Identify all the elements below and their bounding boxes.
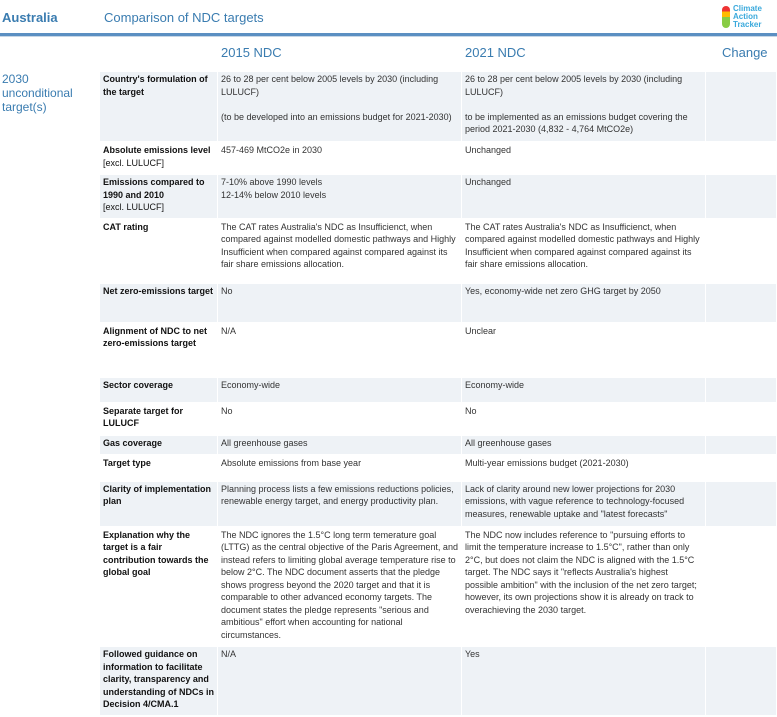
change-cell xyxy=(706,324,777,376)
change-cell xyxy=(706,220,777,282)
ndc-2015-cell: 26 to 28 per cent below 2005 levels by 2030 (including LULUCF) (to be developed into an emissions budget for 2021-2030) xyxy=(218,72,462,141)
ndc-2021-cell: The NDC now includes reference to "pursuing efforts to limit the temperature increase to 1.5°C", rather than only 2°C, but does not claim the NDC is aligned with the 1.5°C target. The NDC says it "reflects Australia's highest possible ambition" with the inclusion of the net zero target; however, its own projections show it is already on track to overachieving the 2030 target. xyxy=(462,528,706,646)
table-row xyxy=(100,175,777,218)
row-label: Explanation why the target is a fair contribution towards the global goal xyxy=(100,528,218,646)
row-label: Sector coverage xyxy=(100,378,218,402)
change-cell xyxy=(706,72,777,141)
row-label: Separate target for LULUCF xyxy=(100,404,218,434)
ndc-2021-cell: No xyxy=(462,404,706,434)
table-row xyxy=(100,220,777,282)
table-row xyxy=(100,482,777,526)
table-row xyxy=(100,436,777,454)
row-label: Target type xyxy=(100,456,218,480)
ndc-2021-cell: The CAT rates Australia's NDC as Insufficienct, when compared against modelled domestic pathways and Highly Insufficient when compared against compared against its fair share emissions allocation. xyxy=(462,220,706,282)
ndc-2015-cell: 7-10% above 1990 levels 12-14% below 2010 levels xyxy=(218,175,462,218)
table-row xyxy=(100,647,777,715)
ndc-2015-cell: Absolute emissions from base year xyxy=(218,456,462,480)
row-label: Gas coverage xyxy=(100,436,218,454)
change-cell xyxy=(706,175,777,218)
column-header-change: Change xyxy=(722,45,768,60)
change-cell xyxy=(706,143,777,173)
table-row xyxy=(100,528,777,646)
change-cell xyxy=(706,378,777,402)
ndc-2015-cell: Economy-wide xyxy=(218,378,462,402)
ndc-2021-cell: All greenhouse gases xyxy=(462,436,706,454)
column-header-2021: 2021 NDC xyxy=(465,45,526,60)
change-cell xyxy=(706,284,777,322)
change-cell xyxy=(706,436,777,454)
country-name: Australia xyxy=(2,10,58,25)
change-cell xyxy=(706,404,777,434)
ndc-2015-cell: No xyxy=(218,284,462,322)
ndc-2021-cell: Economy-wide xyxy=(462,378,706,402)
thermometer-icon xyxy=(722,6,730,28)
row-label: Absolute emissions level [excl. LULUCF] xyxy=(100,143,218,173)
table-row xyxy=(100,143,777,173)
change-cell xyxy=(706,482,777,526)
page-title: Comparison of NDC targets xyxy=(104,10,264,25)
ndc-2021-cell: Multi-year emissions budget (2021-2030) xyxy=(462,456,706,480)
table-row xyxy=(100,72,777,141)
ndc-2021-cell: 26 to 28 per cent below 2005 levels by 2030 (including LULUCF) to be implemented as an emissions budget covering the period 2021-2030 (4,832 - 4,764 MtCO2e) xyxy=(462,72,706,141)
change-cell xyxy=(706,647,777,715)
ndc-2015-cell: No xyxy=(218,404,462,434)
page-header xyxy=(0,0,777,33)
row-label: CAT rating xyxy=(100,220,218,282)
row-label: Emissions compared to 1990 and 2010 [excl. LULUCF] xyxy=(100,175,218,218)
row-label: Alignment of NDC to net zero-emissions target xyxy=(100,324,218,376)
climate-action-tracker-logo[interactable]: Climate Action Tracker xyxy=(722,5,762,29)
row-label: Net zero-emissions target xyxy=(100,284,218,322)
ndc-2015-cell: N/A xyxy=(218,324,462,376)
comparison-section xyxy=(0,72,777,717)
ndc-2015-cell: 457-469 MtCO2e in 2030 xyxy=(218,143,462,173)
table-row xyxy=(100,324,777,376)
ndc-2021-cell: Unchanged xyxy=(462,175,706,218)
ndc-2021-cell: Yes xyxy=(462,647,706,715)
table-row xyxy=(100,404,777,434)
table-row xyxy=(100,456,777,480)
section-label: 2030 unconditional target(s) xyxy=(2,72,73,114)
ndc-2021-cell: Yes, economy-wide net zero GHG target by 2050 xyxy=(462,284,706,322)
ndc-2015-cell: N/A xyxy=(218,647,462,715)
table-row xyxy=(100,378,777,402)
ndc-2021-cell: Unchanged xyxy=(462,143,706,173)
ndc-2015-cell: All greenhouse gases xyxy=(218,436,462,454)
ndc-2021-cell: Lack of clarity around new lower projections for 2030 emissions, with vague reference to technology-focused measures, renewable uptake and "latest forecasts" xyxy=(462,482,706,526)
ndc-2015-cell: Planning process lists a few emissions reductions policies, renewable energy target, and energy productivity plan. xyxy=(218,482,462,526)
row-label: Clarity of implementation plan xyxy=(100,482,218,526)
change-cell xyxy=(706,528,777,646)
ndc-2015-cell: The NDC ignores the 1.5°C long term temerature goal (LTTG) as the central objective of the Paris Agreement, and instead refers to limiting global average temperature rise to below 2°C. The NDC document asserts that the pledge shows progress beyond the 2020 target and that it is comparable to other advanced economy targets. The document states the pledge represents "serious and ambitious" effort when accounting for national circumstances. xyxy=(218,528,462,646)
column-headers xyxy=(0,37,777,72)
ndc-2015-cell: The CAT rates Australia's NDC as Insufficienct, when compared against modelled domestic pathways and Highly Insufficient when compared against compared against its fair share emissions allocation. xyxy=(218,220,462,282)
row-label: Country's formulation of the target xyxy=(100,72,218,141)
change-cell xyxy=(706,456,777,480)
comparison-table xyxy=(100,72,777,717)
table-row xyxy=(100,284,777,322)
row-label: Followed guidance on information to facilitate clarity, transparency and understanding of NDCs in Decision 4/CMA.1 xyxy=(100,647,218,715)
column-header-2015: 2015 NDC xyxy=(221,45,282,60)
ndc-2021-cell: Unclear xyxy=(462,324,706,376)
